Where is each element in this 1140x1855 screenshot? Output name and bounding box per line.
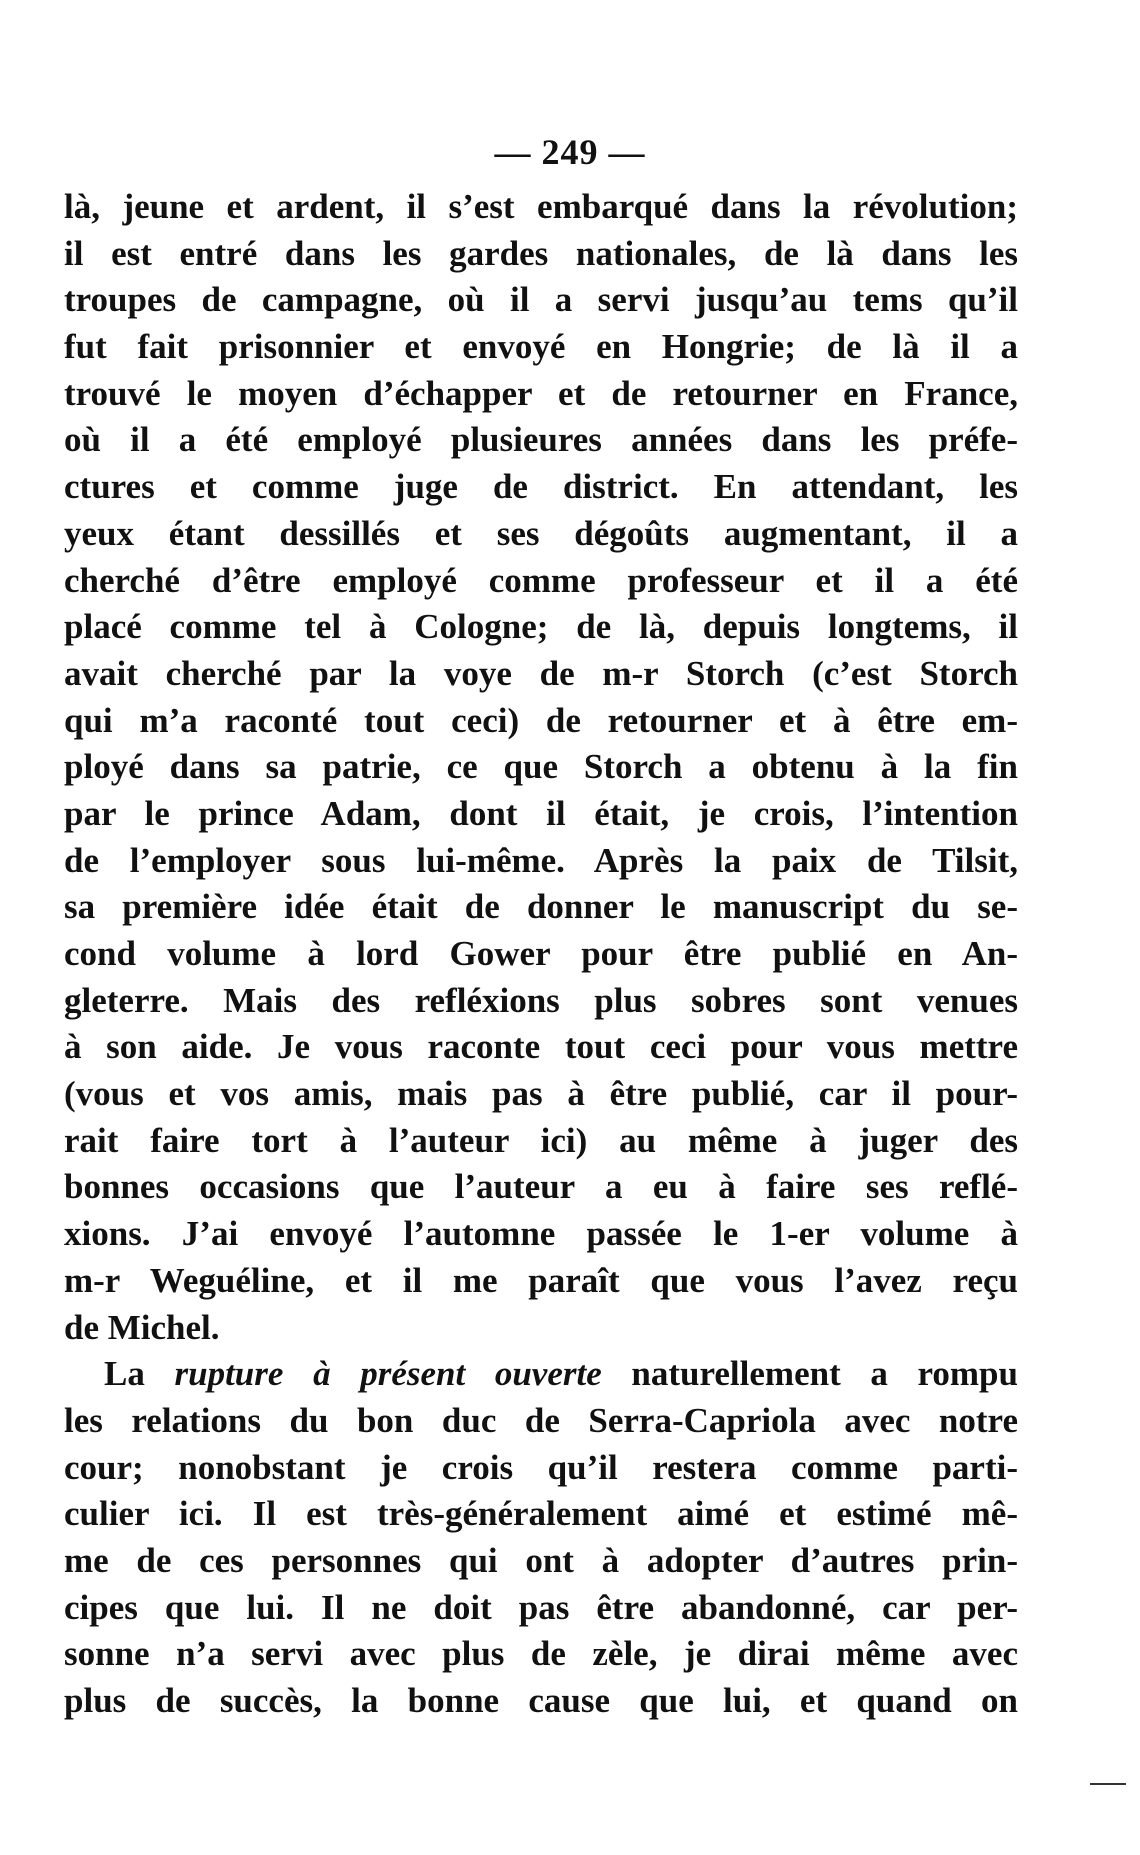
text-line: me de ces personnes qui ont à adopter d’autres prin- xyxy=(64,1540,1018,1580)
paragraph-2 xyxy=(64,1351,1018,1725)
text-line: les relations du bon duc de Serra-Capriola avec notre xyxy=(64,1400,1018,1440)
text-line: (vous et vos amis, mais pas à être publié, car il pour- xyxy=(64,1074,1018,1114)
text-line: cipes que lui. Il ne doit pas être abandonné, car per- xyxy=(64,1587,1018,1627)
text-line: de Michel. xyxy=(64,1307,220,1347)
text-line: à son aide. Je vous raconte tout ceci pour vous mettre xyxy=(64,1027,1018,1067)
paragraph-2-rest: naturellement a rompu xyxy=(631,1354,1018,1394)
text-line: il est entré dans les gardes nationales, de là dans les xyxy=(64,233,1018,273)
text-line: cond volume à lord Gower pour être publié en An- xyxy=(64,934,1018,973)
text-line: gleterre. Mais des refléxions plus sobres sont venues xyxy=(64,980,1018,1020)
text-line: cour; nonobstant je crois qu’il restera comme parti- xyxy=(64,1447,1018,1487)
paragraph-2-start: La xyxy=(104,1354,145,1394)
text-line: où il a été employé plusieures années dans les préfe- xyxy=(64,420,1018,460)
text-line: xions. J’ai envoyé l’automne passée le 1-er volume à xyxy=(64,1214,1018,1254)
text-line: sonne n’a servi avec plus de zèle, je dirai même avec xyxy=(64,1634,1018,1674)
italic-phrase: rupture à présent ouverte xyxy=(174,1354,602,1394)
text-line: placé comme tel à Cologne; de là, depuis longtems, il xyxy=(64,607,1018,647)
text-line: troupes de campagne, où il a servi jusqu’au tems qu’il xyxy=(64,280,1018,320)
text-line: sa première idée était de donner le manuscript du se- xyxy=(64,887,1018,927)
scan-edge-mark xyxy=(1090,1783,1126,1785)
text-line-first xyxy=(64,1351,1018,1398)
page-number: — 249 — xyxy=(494,132,646,172)
text-line: fut fait prisonnier et envoyé en Hongrie; de là il a xyxy=(64,327,1018,367)
text-line: m-r Weguéline, et il me paraît que vous l’avez reçu xyxy=(64,1260,1018,1300)
body-text xyxy=(64,184,1018,1725)
text-line: trouvé le moyen d’échapper et de retourner en France, xyxy=(64,373,1018,413)
text-line: cherché d’être employé comme professeur et il a été xyxy=(64,560,1018,600)
text-line: là, jeune et ardent, il s’est embarqué dans la révolution; xyxy=(64,187,1018,226)
text-line: yeux étant dessillés et ses dégoûts augmentant, il a xyxy=(64,513,1018,553)
text-line: de l’employer sous lui-même. Après la paix de Tilsit, xyxy=(64,840,1018,880)
paragraph-1 xyxy=(64,184,1018,1351)
text-line: culier ici. Il est très-généralement aimé et estimé mê- xyxy=(64,1494,1018,1534)
text-line: avait cherché par la voye de m-r Storch (c’est Storch xyxy=(64,653,1018,693)
text-line: bonnes occasions que l’auteur a eu à faire ses reflé- xyxy=(64,1167,1018,1207)
text-line: ctures et comme juge de district. En attendant, les xyxy=(64,467,1018,507)
text-line: plus de succès, la bonne cause que lui, et quand on xyxy=(64,1681,1018,1720)
text-line: qui m’a raconté tout ceci) de retourner et à être em- xyxy=(64,700,1018,740)
text-line: par le prince Adam, dont il était, je crois, l’intention xyxy=(64,793,1018,833)
text-line: rait faire tort à l’auteur ici) au même à juger des xyxy=(64,1120,1018,1160)
text-line: ployé dans sa patrie, ce que Storch a obtenu à la fin xyxy=(64,747,1018,787)
